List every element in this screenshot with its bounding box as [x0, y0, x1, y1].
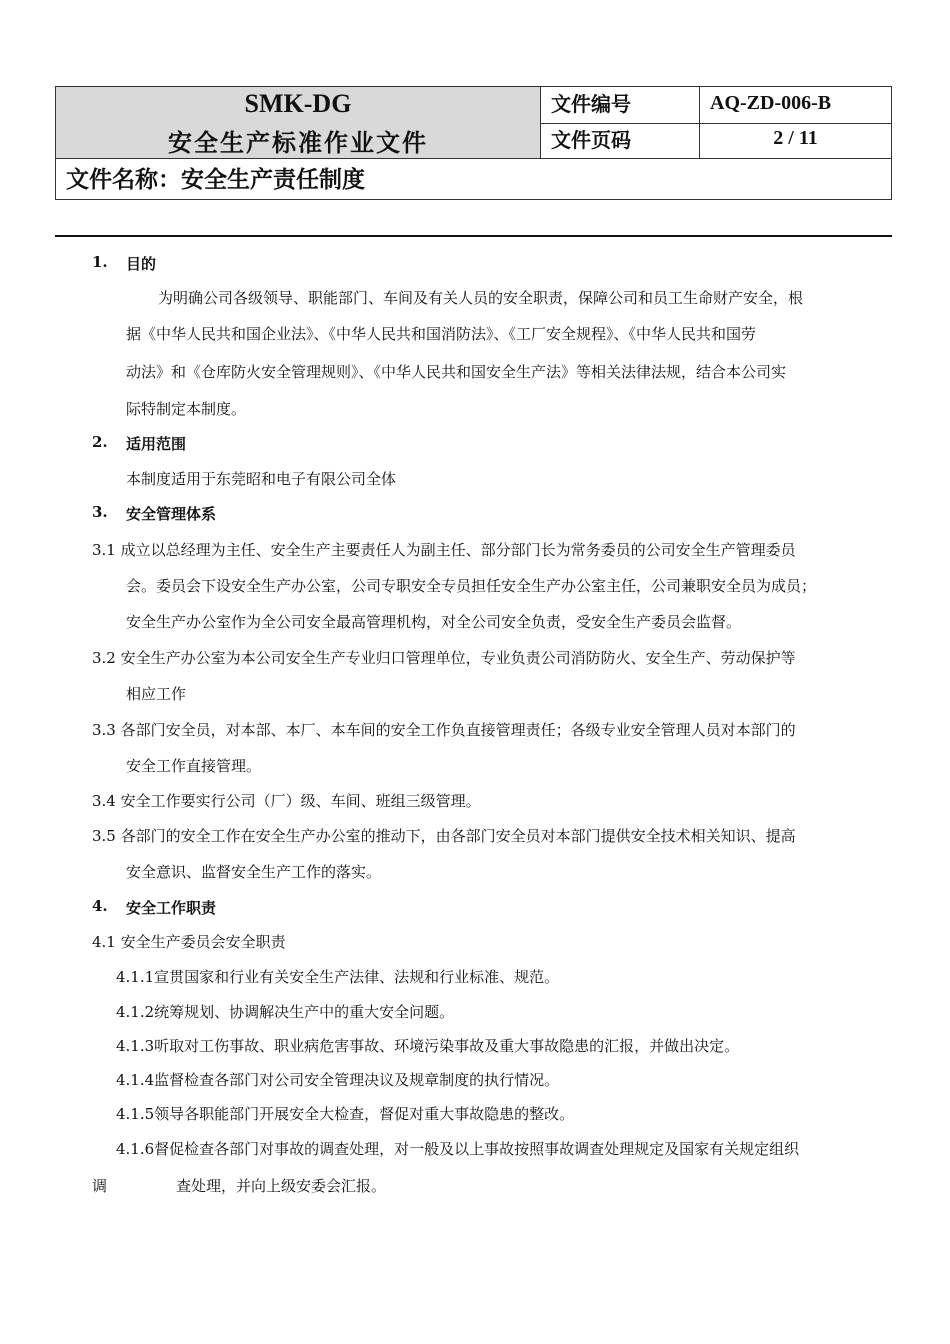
doc-number-label: 文件编号 [541, 87, 700, 124]
item-4-1-6: 4.1.6督促检查各部门对事故的调查处理，对一般及以上事故按照事故调查处理规定及国家有关规定组织 [116, 1140, 800, 1158]
item-4-1-4: 4.1.4监督检查各部门对公司安全管理决议及规章制度的执行情况。 [116, 1071, 560, 1089]
section-1-paragraph-line: 际特制定本制度。 [126, 400, 247, 418]
doc-number-value: AQ-ZD-006-B [700, 87, 891, 124]
document-name-label: 文件名称： [66, 166, 181, 193]
item-4-1-1: 4.1.1宣贯国家和行业有关安全生产法律、法规和行业标准、规范。 [116, 968, 560, 986]
section-3-number: 3. [92, 503, 108, 521]
item-3-3-line: 3.3 各部门安全员，对本部、本厂、本车间的安全工作负直接管理责任；各级专业安全管理人员对本部门的 [92, 721, 796, 739]
item-3-3-line: 安全工作直接管理。 [126, 757, 262, 775]
section-1-paragraph-line: 动法》和《仓库防火安全管理规则》、《中华人民共和国安全生产法》等相关法律法规，结合本公司实 [126, 363, 787, 381]
header-divider [55, 235, 892, 237]
section-4-title: 安全工作职责 [126, 899, 217, 917]
item-4-1-5: 4.1.5领导各职能部门开展安全大检查，督促对重大事故隐患的整改。 [116, 1105, 575, 1123]
section-2-paragraph: 本制度适用于东莞昭和电子有限公司全体 [126, 470, 397, 488]
item-3-1-line: 安全生产办公室作为全公司安全最高管理机构，对全公司安全负责，受安全生产委员会监督。 [126, 613, 742, 631]
item-4-1-6-wrap-start: 调 [92, 1177, 108, 1195]
item-3-5-line: 3.5 各部门的安全工作在安全生产办公室的推动下，由各部门安全员对本部门提供安全技术相关知识、提高 [92, 827, 796, 845]
item-4-1: 4.1 安全生产委员会安全职责 [92, 933, 286, 951]
section-1-number: 1. [92, 253, 108, 271]
item-3-5-line: 安全意识、监督安全生产工作的落实。 [126, 863, 382, 881]
section-1-paragraph-line: 为明确公司各级领导、职能部门、车间及有关人员的安全职责，保障公司和员工生命财产安全，根 [158, 289, 804, 307]
item-3-4-line: 3.4 安全工作要实行公司（厂）级、车间、班组三级管理。 [92, 792, 481, 810]
item-3-1-line: 3.1 成立以总经理为主任、安全生产主要责任人为副主任、部分部门长为常务委员的公司安全生产管理委员 [92, 541, 796, 559]
section-4-number: 4. [92, 897, 108, 915]
document-header [55, 86, 892, 200]
item-3-2-line: 相应工作 [126, 685, 187, 703]
page-number-label: 文件页码 [541, 124, 700, 159]
section-1-paragraph-line: 据《中华人民共和国企业法》、《中华人民共和国消防法》、《工厂安全规程》、《中华人民共和国劳 [126, 325, 757, 343]
document-type: 安全生产标准作业文件 [168, 128, 428, 157]
company-code: SMK-DG [244, 89, 352, 118]
section-2-number: 2. [92, 433, 108, 451]
section-1-title: 目的 [126, 255, 157, 273]
item-3-1-line: 会。委员会下设安全生产办公室，公司专职安全专员担任安全生产办公室主任，公司兼职安全员为成员； [126, 577, 817, 595]
section-3-title: 安全管理体系 [126, 505, 217, 523]
item-3-2-line: 3.2 安全生产办公室为本公司安全生产专业归口管理单位，专业负责公司消防防火、安全生产、劳动保护等 [92, 649, 796, 667]
item-4-1-2: 4.1.2统筹规划、协调解决生产中的重大安全问题。 [116, 1003, 455, 1021]
document-name [66, 161, 365, 194]
section-2-title: 适用范围 [126, 435, 187, 453]
page-number-value: 2 / 11 [700, 124, 891, 159]
item-4-1-6-wrap-rest: 查处理，并向上级安委会汇报。 [176, 1177, 387, 1195]
document-name-value: 安全生产责任制度 [181, 166, 365, 193]
item-4-1-3: 4.1.3听取对工伤事故、职业病危害事故、环境污染事故及重大事故隐患的汇报，并做出决定。 [116, 1037, 740, 1055]
header-title-block [56, 87, 541, 159]
